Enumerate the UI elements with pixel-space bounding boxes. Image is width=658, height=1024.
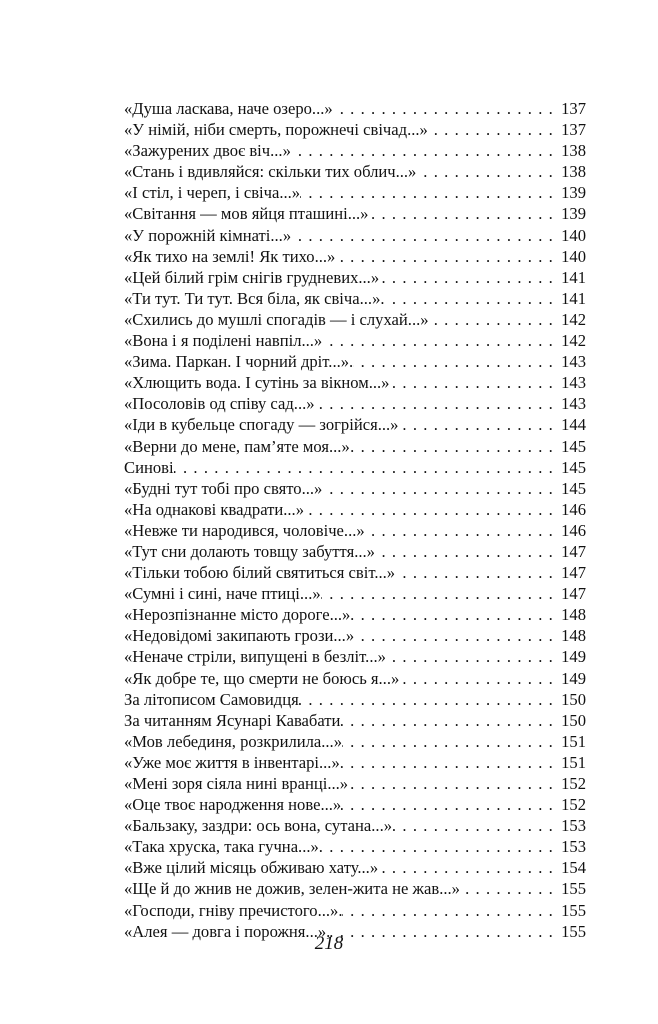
toc-entry-title: «Посоловів од співу сад...» (124, 394, 315, 414)
toc-entry-title: «У порожній кімнаті...» (124, 225, 292, 245)
toc-entry-page: 148 (561, 626, 586, 646)
toc-leader-dots (460, 878, 561, 899)
toc-leader-dots (375, 541, 561, 562)
toc-entry-page: 139 (561, 204, 586, 224)
toc-entry (124, 436, 586, 457)
toc-entry-title: «Оце твоє народження нове...» (124, 795, 342, 815)
toc-leader-dots (319, 836, 561, 857)
toc-entry-title: «Господи, гніву пречистого...». (124, 900, 343, 920)
toc-entry-title: «Як добре те, що смерти не боюсь я...» (124, 668, 400, 688)
toc-leader-dots (315, 393, 562, 414)
toc-entry (124, 267, 586, 288)
toc-entry-page: 145 (561, 457, 586, 477)
toc-leader-dots (333, 98, 561, 119)
toc-entry-page: 138 (561, 162, 586, 182)
toc-entry (124, 203, 586, 224)
toc-entry (124, 900, 586, 921)
toc-entry-page: 142 (561, 309, 586, 329)
toc-entry-title: «Зажурених двоє віч...» (124, 141, 291, 161)
toc-entry-page: 150 (561, 710, 586, 730)
toc-entry (124, 689, 586, 710)
toc-leader-dots (304, 499, 561, 520)
toc-leader-dots (428, 119, 561, 140)
toc-entry-page: 150 (561, 689, 586, 709)
toc-entry-title: «На однакові квадрати...» (124, 499, 305, 519)
toc-entry (124, 372, 586, 393)
toc-leader-dots (299, 689, 561, 710)
toc-entry (124, 288, 586, 309)
toc-leader-dots (348, 773, 561, 794)
toc-entry-title: «Бальзаку, заздри: ось вона, сутана...» (124, 816, 393, 836)
toc-entry-page: 149 (561, 668, 586, 688)
toc-entry (124, 541, 586, 562)
toc-entry-title: «Невже ти народився, чоловіче...» (124, 520, 365, 540)
toc-entry (124, 878, 586, 899)
table-of-contents (124, 98, 586, 942)
toc-entry-page: 143 (561, 352, 586, 372)
toc-leader-dots (392, 815, 561, 836)
toc-leader-dots (342, 900, 561, 921)
toc-entry-page: 137 (561, 120, 586, 140)
toc-entry (124, 583, 586, 604)
toc-entry-page: 146 (561, 520, 586, 540)
toc-entry-title: «Сумні і сині, наче птиці...» (124, 584, 321, 604)
toc-entry-page: 140 (561, 225, 586, 245)
toc-entry-page: 141 (561, 288, 586, 308)
toc-entry-page: 155 (561, 921, 586, 941)
toc-entry-title: «Зима. Паркан. І чорний дріт...». (124, 352, 354, 372)
toc-entry-page: 147 (561, 541, 586, 561)
toc-entry (124, 710, 586, 731)
toc-entry-title: «Цей білий грім снігів грудневих...» (124, 267, 380, 287)
toc-leader-dots (322, 478, 561, 499)
toc-entry-page: 153 (561, 837, 586, 857)
toc-entry-title: «Тут сни долають товщу забуття...» (124, 541, 375, 561)
toc-entry-title: «Іди в кубельце спогаду — зогрійся...» (124, 415, 399, 435)
toc-entry-title: «Нерозпізнанне місто дороге...» (124, 605, 351, 625)
toc-leader-dots (398, 414, 561, 435)
toc-leader-dots (365, 520, 561, 541)
toc-entry-title: Синові (124, 457, 174, 477)
toc-entry-page: 144 (561, 415, 586, 435)
toc-entry-title: «Мені зоря сіяла нині вранці...» (124, 774, 349, 793)
toc-entry-title: «Хлющить вода. І сутінь за вікном...» (124, 373, 390, 393)
toc-leader-dots (291, 140, 561, 161)
toc-entry-page: 141 (561, 267, 586, 287)
toc-entry-page: 152 (561, 795, 586, 815)
toc-leader-dots (416, 161, 561, 182)
toc-entry-title: «Така хруска, така гучна...» (124, 837, 319, 857)
toc-entry-title: «У німій, ніби смерть, порожнечі свічад...» (124, 120, 428, 140)
toc-leader-dots (322, 330, 561, 351)
toc-entry (124, 161, 586, 182)
toc-entry-page: 151 (561, 731, 586, 751)
toc-leader-dots (350, 604, 561, 625)
toc-entry-page: 143 (561, 373, 586, 393)
toc-entry-title: «Вона і я поділені навпіл...» (124, 331, 323, 351)
toc-entry-page: 146 (561, 499, 586, 519)
toc-entry (124, 182, 586, 203)
toc-entry (124, 752, 586, 773)
toc-entry (124, 330, 586, 351)
toc-leader-dots (385, 288, 562, 309)
toc-entry-title: «І стіл, і череп, і свіча...» (124, 183, 301, 203)
toc-entry (124, 140, 586, 161)
toc-entry-page: 151 (561, 752, 586, 772)
toc-leader-dots (429, 309, 562, 330)
page-number: 218 (314, 933, 344, 954)
toc-entry-title: «Мов лебединя, розкрилила...» (124, 731, 343, 751)
toc-entry (124, 604, 586, 625)
toc-entry-page: 155 (561, 900, 586, 920)
toc-entry (124, 414, 586, 435)
toc-entry (124, 794, 586, 815)
toc-leader-dots (344, 752, 561, 773)
toc-entry (124, 351, 586, 372)
toc-entry-page: 147 (561, 584, 586, 604)
toc-leader-dots (291, 225, 561, 246)
toc-entry-title: «Схились до мушлі спогадів — і слухай...» (124, 309, 429, 329)
toc-entry-page: 153 (561, 816, 586, 836)
toc-entry-page: 155 (561, 879, 586, 899)
toc-entry-page: 145 (561, 436, 586, 456)
toc-entry-page: 152 (561, 774, 586, 793)
toc-entry-page: 138 (561, 141, 586, 161)
toc-entry (124, 625, 586, 646)
toc-entry (124, 499, 586, 520)
toc-entry (124, 393, 586, 414)
toc-entry-title: «Ще й до жнив не дожив, зелен-жита не жав...» (124, 879, 460, 899)
toc-entry-title: «Як тихо на землі! Як тихо...» (124, 246, 336, 266)
toc-entry (124, 309, 586, 330)
toc-entry-title: «Вже цілий місяць обживаю хату...» (124, 858, 379, 878)
toc-entry-page: 143 (561, 394, 586, 414)
toc-entry-page: 147 (561, 563, 586, 583)
toc-entry-title: «Верни до мене, пам’яте моя...» (124, 436, 350, 456)
toc-entry (124, 773, 586, 794)
toc-entry-title: «Алея — довга і порожня...». (124, 921, 331, 941)
toc-entry-title: «Будні тут тобі про свято...» (124, 478, 323, 498)
toc-entry-title: «Уже моє життя в інвентарі...». (124, 752, 344, 772)
toc-leader-dots (340, 710, 561, 731)
toc-entry-title: «Недовідомі закипають грози...» (124, 626, 355, 646)
toc-entry (124, 646, 586, 667)
toc-leader-dots (341, 794, 561, 815)
toc-leader-dots (379, 267, 561, 288)
toc-leader-dots (174, 457, 562, 478)
toc-leader-dots (353, 351, 561, 372)
toc-leader-dots (350, 436, 561, 457)
toc-entry-page: 154 (561, 858, 586, 878)
toc-leader-dots (354, 625, 561, 646)
toc-leader-dots (395, 562, 561, 583)
toc-entry-title: «Світання — мов яйця пташині...» (124, 204, 369, 224)
toc-entry (124, 478, 586, 499)
toc-entry-title: За читанням Ясунарі Кавабати (124, 710, 341, 730)
toc-entry-page: 140 (561, 246, 586, 266)
toc-entry (124, 562, 586, 583)
toc-entry-title: «Тільки тобою білий святиться світ...» (124, 563, 396, 583)
toc-leader-dots (300, 182, 561, 203)
toc-entry (124, 98, 586, 119)
toc-leader-dots (368, 203, 561, 224)
toc-entry-title: «Душа ласкава, наче озеро...» (124, 99, 333, 118)
toc-entry (124, 668, 586, 689)
toc-entry-title: «Стань і вдивляйся: скільки тих облич...» (124, 162, 417, 182)
toc-entry-page: 148 (561, 605, 586, 625)
toc-leader-dots (378, 857, 561, 878)
toc-leader-dots (335, 246, 561, 267)
toc-leader-dots (389, 372, 561, 393)
toc-entry (124, 457, 586, 478)
toc-entry-page: 139 (561, 183, 586, 203)
toc-entry (124, 731, 586, 752)
toc-entry (124, 815, 586, 836)
toc-leader-dots (386, 646, 561, 667)
toc-entry-title: За літописом Самовидця (124, 689, 299, 709)
toc-entry (124, 857, 586, 878)
toc-entry-title: «Ти тут. Ти тут. Вся біла, як свіча...». (124, 288, 385, 308)
toc-entry (124, 225, 586, 246)
toc-entry-page: 149 (561, 647, 586, 667)
toc-leader-dots (342, 731, 561, 752)
toc-entry-page: 142 (561, 331, 586, 351)
toc-leader-dots (399, 668, 561, 689)
toc-entry (124, 836, 586, 857)
toc-entry-title: «Неначе стріли, випущені в безліт...» (124, 647, 386, 667)
toc-entry-page: 145 (561, 478, 586, 498)
toc-entry-page: 137 (561, 99, 586, 118)
toc-leader-dots (321, 583, 561, 604)
toc-entry (124, 520, 586, 541)
toc-entry (124, 246, 586, 267)
toc-entry (124, 119, 586, 140)
